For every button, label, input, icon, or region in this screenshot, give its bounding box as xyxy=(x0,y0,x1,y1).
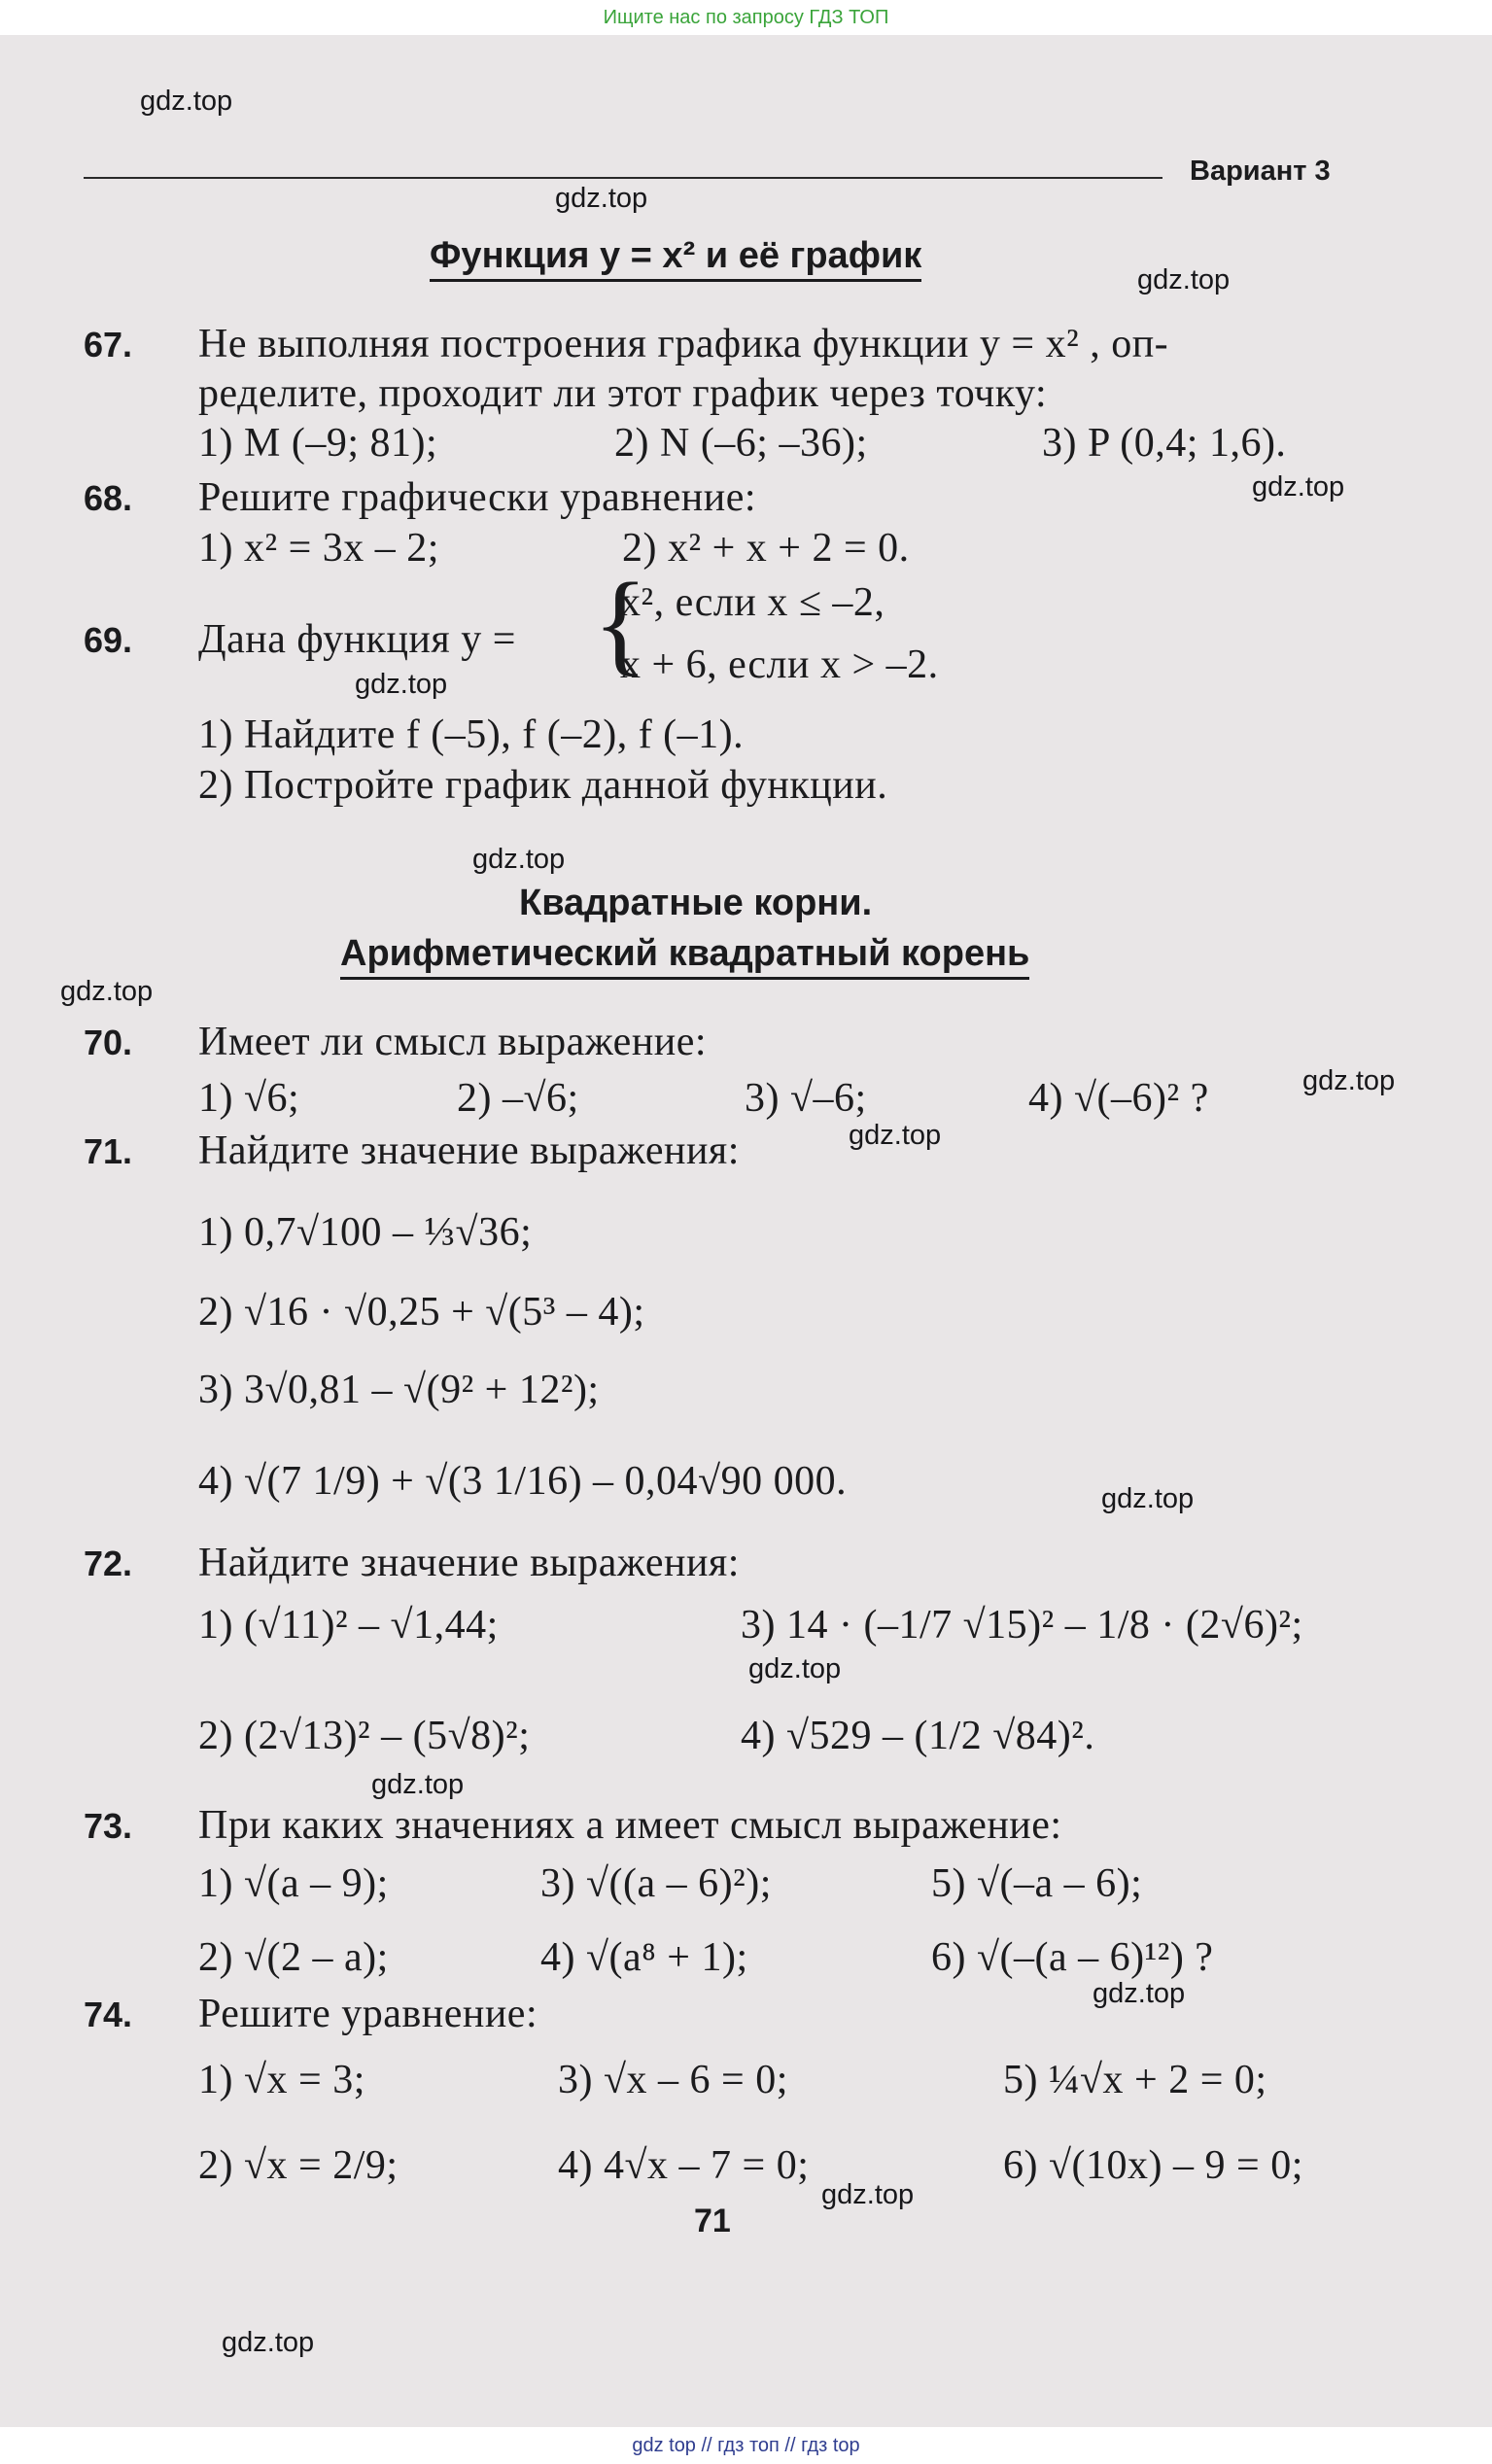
watermark: gdz.top xyxy=(472,844,566,875)
section-title: Квадратные корни. xyxy=(519,883,873,923)
textbook-page xyxy=(0,35,1492,2427)
problem-text: Решите графически уравнение: xyxy=(198,475,757,520)
problem-item: 1) Найдите f (–5), f (–2), f (–1). xyxy=(198,712,745,757)
problem-item: 1) (√11)² – √1,44; xyxy=(198,1603,499,1648)
problem-item: 3) √((a – 6)²); xyxy=(540,1861,772,1906)
watermark: gdz.top xyxy=(1093,1978,1186,2009)
problem-text: Дана функция y = xyxy=(198,617,516,662)
page-number: 71 xyxy=(694,2203,731,2239)
problem-item: 1) x² = 3x – 2; xyxy=(198,526,439,571)
problem-item: 1) √6; xyxy=(198,1076,300,1121)
watermark: gdz.top xyxy=(60,976,154,1007)
problem-item: 1) M (–9; 81); xyxy=(198,421,438,466)
problem-item: 3) 14 · (–1/7 √15)² – 1/8 · (2√6)²; xyxy=(741,1603,1303,1648)
problem-number: 68. xyxy=(84,478,133,518)
problem-text: Имеет ли смысл выражение: xyxy=(198,1020,708,1064)
problem-item: 4) √(a⁸ + 1); xyxy=(540,1935,748,1980)
problem-item: 3) √–6; xyxy=(745,1076,867,1121)
problem-text: При каких значениях a имеет смысл выражение: xyxy=(198,1803,1062,1848)
problem-number: 69. xyxy=(84,620,133,660)
watermark: gdz.top xyxy=(1302,1065,1396,1096)
watermark: gdz.top xyxy=(555,183,648,214)
problem-item: 4) √(7 1/9) + √(3 1/16) – 0,04√90 000. xyxy=(198,1459,848,1504)
problem-text: Найдите значение выражения: xyxy=(198,1541,740,1585)
problem-text: ределите, проходит ли этот график через точку: xyxy=(198,371,1048,416)
problem-item: 6) √(10x) – 9 = 0; xyxy=(1003,2143,1303,2188)
problem-item: 3) 3√0,81 – √(9² + 12²); xyxy=(198,1368,600,1412)
watermark: gdz.top xyxy=(748,1653,842,1684)
problem-item: 2) √16 · √0,25 + √(5³ – 4); xyxy=(198,1290,645,1335)
section-title: Функция y = x² и её график xyxy=(430,235,921,282)
problem-number: 73. xyxy=(84,1806,133,1846)
problem-item: 5) √(–a – 6); xyxy=(931,1861,1143,1906)
watermark: gdz.top xyxy=(222,2327,315,2358)
problem-item: 1) √(a – 9); xyxy=(198,1861,389,1906)
watermark: gdz.top xyxy=(140,86,233,117)
problem-item: 2) –√6; xyxy=(457,1076,579,1121)
header-rule xyxy=(84,177,1162,179)
top-banner[interactable]: Ищите нас по запросу ГДЗ ТОП xyxy=(0,0,1492,35)
problem-item: 2) (2√13)² – (5√8)²; xyxy=(198,1714,531,1758)
problem-item: 2) Постройте график данной функции. xyxy=(198,763,888,808)
piecewise-case: x², если x ≤ –2, xyxy=(620,580,885,625)
problem-number: 74. xyxy=(84,1995,133,2034)
problem-item: 2) N (–6; –36); xyxy=(614,421,868,466)
problem-item: 2) x² + x + 2 = 0. xyxy=(622,526,910,571)
section-title: Арифметический квадратный корень xyxy=(340,933,1029,980)
brace-icon: { xyxy=(593,559,648,686)
problem-item: 4) √(–6)² ? xyxy=(1028,1076,1209,1121)
problem-item: 5) ¼√x + 2 = 0; xyxy=(1003,2058,1267,2102)
watermark: gdz.top xyxy=(821,2179,915,2210)
watermark: gdz.top xyxy=(1137,264,1231,295)
problem-number: 72. xyxy=(84,1544,133,1583)
problem-item: 1) √x = 3; xyxy=(198,2058,365,2102)
watermark: gdz.top xyxy=(1101,1483,1195,1514)
problem-item: 6) √(–(a – 6)¹²) ? xyxy=(931,1935,1214,1980)
problem-text: Не выполняя построения графика функции y = x² , оп- xyxy=(198,322,1169,366)
problem-text: Решите уравнение: xyxy=(198,1992,538,2036)
problem-number: 71. xyxy=(84,1131,133,1171)
problem-item: 2) √(2 – a); xyxy=(198,1935,389,1980)
watermark: gdz.top xyxy=(371,1769,465,1800)
problem-text: Найдите значение выражения: xyxy=(198,1128,740,1173)
problem-number: 70. xyxy=(84,1023,133,1062)
watermark: gdz.top xyxy=(355,669,448,700)
problem-item: 1) 0,7√100 – ⅓√36; xyxy=(198,1210,533,1255)
watermark: gdz.top xyxy=(1252,471,1345,503)
problem-item: 4) √529 – (1/2 √84)². xyxy=(741,1714,1095,1758)
bottom-banner[interactable]: gdz top // гдз топ // гдз top xyxy=(0,2427,1492,2464)
variant-label: Вариант 3 xyxy=(1190,156,1331,187)
problem-item: 3) √x – 6 = 0; xyxy=(558,2058,788,2102)
problem-item: 2) √x = 2/9; xyxy=(198,2143,399,2188)
problem-number: 67. xyxy=(84,325,133,364)
problem-item: 4) 4√x – 7 = 0; xyxy=(558,2143,810,2188)
watermark: gdz.top xyxy=(849,1120,942,1151)
problem-item: 3) P (0,4; 1,6). xyxy=(1042,421,1287,466)
piecewise-case: x + 6, если x > –2. xyxy=(620,642,939,687)
